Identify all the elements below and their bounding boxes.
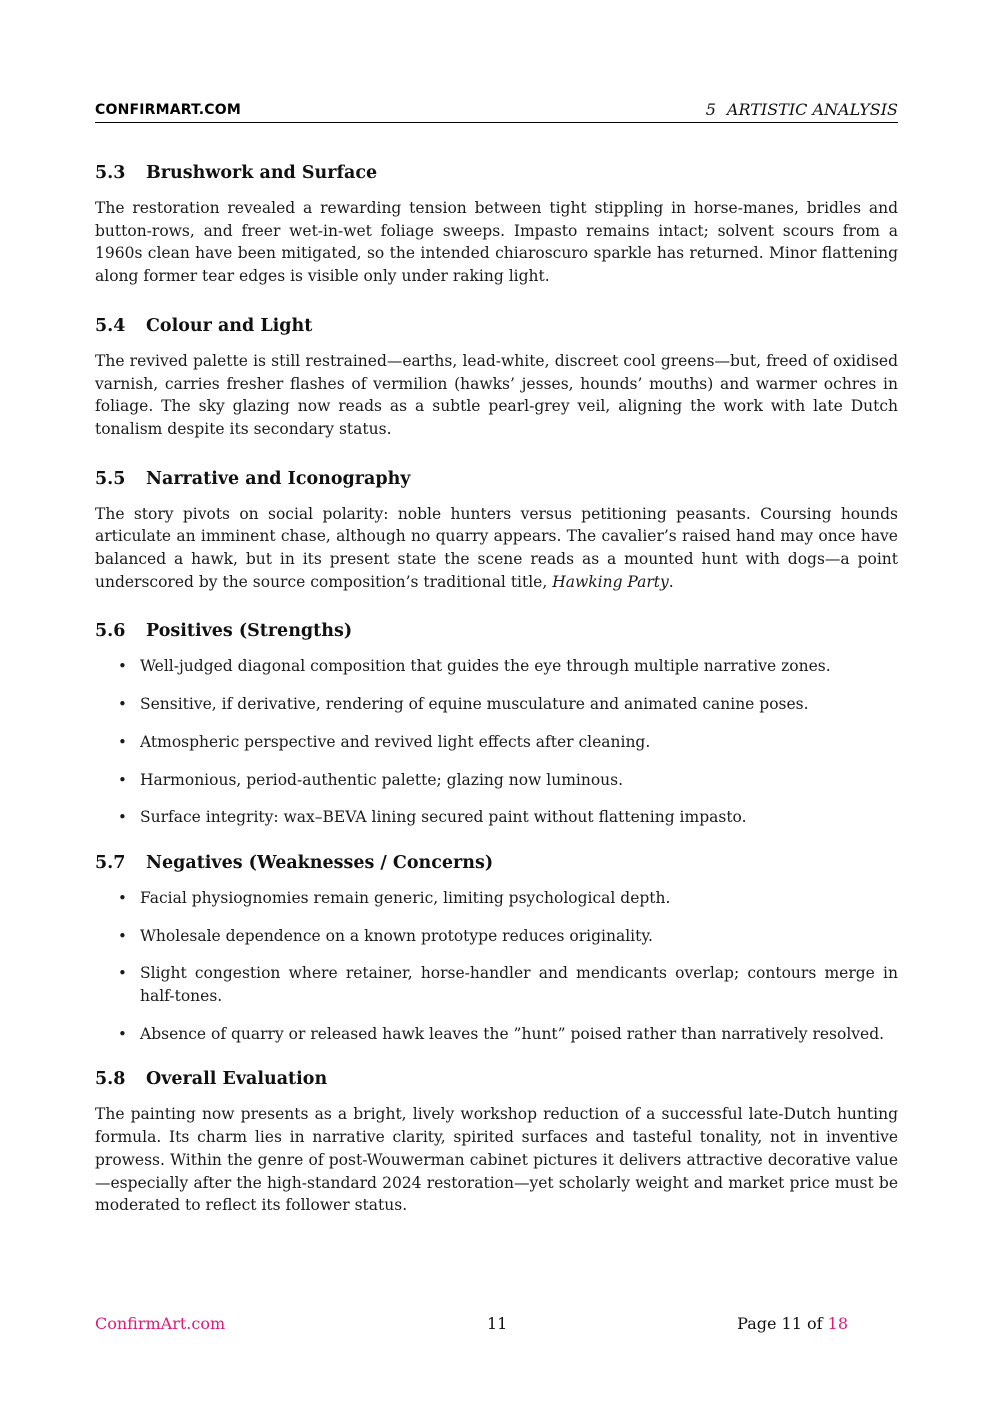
section-title: Overall Evaluation [146,1069,328,1090]
artwork-title: Hawking Party [552,572,669,591]
list-item [95,887,898,910]
bullet-icon: • [118,1024,127,1043]
section-number: 5.4 [95,315,126,336]
section-paragraph: The restoration revealed a rewarding tension between tight stippling in horse-manes, bridles and button-rows, and freer wet-in-wet foliage sweeps. Impasto remains intact; solvent scours from a 1960s clean have been mitigated, so the intended chiaroscuro sparkle has returned. Minor flattening along former tear edges is visible only under raking light. [95,199,898,286]
section-paragraph [95,503,898,594]
bullet-icon: • [118,926,127,945]
list-item [95,806,898,829]
page-total-link[interactable]: 18 [827,1314,848,1333]
section-title: Narrative and Iconography [146,468,411,489]
list-item [95,693,898,716]
page-footer [95,1314,848,1338]
weaknesses-list [95,887,898,1046]
list-item-text: Well-judged diagonal composition that guides the eye through multiple narrative zones. [140,657,831,676]
section-number: 5.3 [95,163,126,183]
section-number: 5.8 [95,1069,126,1090]
list-item-text: Harmonious, period-authentic palette; glazing now luminous. [140,770,624,789]
chapter-title: ARTISTIC ANALYSIS [726,100,898,119]
page-header [95,96,898,123]
section-heading-5-8 [95,1067,898,1091]
bullet-icon: • [118,964,127,983]
list-item-text: Slight congestion where retainer, horse-handler and mendicants overlap; contours merge in half-tones. [140,964,898,1006]
bullet-icon: • [118,657,127,676]
strengths-list [95,655,898,829]
footer-page-count [737,1314,848,1333]
paragraph-text: The story pivots on social polarity: noble hunters versus petitioning peasants. Coursing hounds articulate an imminent chase, although no quarry appears. The cavalier’s raised hand may once have balanced a hawk, but in its present state the scene reads as a mounted hunt with dogs—a point underscored by the source composition’s traditional title, [95,504,898,591]
footer-page-number: 11 [487,1314,508,1333]
list-item [95,655,898,678]
section-heading-5-5 [95,467,898,491]
section-title: Negatives (Weaknesses / Concerns) [146,852,494,873]
page-content [95,161,898,1243]
section-heading-5-4 [95,314,898,338]
section-heading-5-3 [95,161,898,185]
section-heading-5-7 [95,851,898,875]
section-number: 5.5 [95,468,126,489]
section-heading-5-6 [95,619,898,643]
site-logo: CONFIRMART.COM [95,102,242,118]
list-item-text: Wholesale dependence on a known prototype reduces originality. [140,926,653,945]
list-item-text: Facial physiognomies remain generic, limiting psychological depth. [140,888,671,907]
section-paragraph: The revived palette is still restrained—earths, lead-white, discreet cool greens—but, freed of oxidised varnish, carries fresher flashes of vermilion (hawks’ jesses, hounds’ mouths) and warmer ochres in foliage. The sky glazing now reads as a subtle pearl-grey veil, aligning the work with late Dutch tonalism despite its secondary status. [95,351,898,438]
chapter-number: 5 [705,100,716,119]
running-head [706,100,898,119]
page-label: Page 11 of [737,1314,823,1333]
list-item-text: Sensitive, if derivative, rendering of equine musculature and animated canine poses. [140,695,809,714]
list-item [95,962,898,1007]
section-number: 5.6 [95,621,126,642]
bullet-icon: • [118,808,127,827]
paragraph-end: . [668,572,674,591]
list-item [95,769,898,792]
section-title: Positives (Strengths) [146,621,353,642]
section-number: 5.7 [95,852,126,873]
list-item-text: Absence of quarry or released hawk leaves the ”hunt” poised rather than narratively resolved. [140,1024,885,1043]
bullet-icon: • [118,695,127,714]
section-title: Brushwork and Surface [146,163,378,183]
section-paragraph: The painting now presents as a bright, lively workshop reduction of a successful late-Dutch hunting formula. Its charm lies in narrative clarity, spirited surfaces and tasteful tonality, not in inventive prowess. Within the genre of post-Wouwerman cabinet pictures it delivers attractive decorative value—especially after the high-standard 2024 restoration—yet scholarly weight and market price must be moderated to reflect its follower status. [95,1105,898,1215]
footer-site-link[interactable]: ConfirmArt.com [95,1314,226,1333]
bullet-icon: • [118,888,127,907]
list-item [95,731,898,754]
list-item [95,925,898,948]
bullet-icon: • [118,732,127,751]
list-item-text: Atmospheric perspective and revived light effects after cleaning. [140,732,651,751]
list-item-text: Surface integrity: wax–BEVA lining secured paint without flattening impasto. [140,808,747,827]
section-title: Colour and Light [146,315,313,336]
bullet-icon: • [118,770,127,789]
list-item [95,1023,898,1046]
